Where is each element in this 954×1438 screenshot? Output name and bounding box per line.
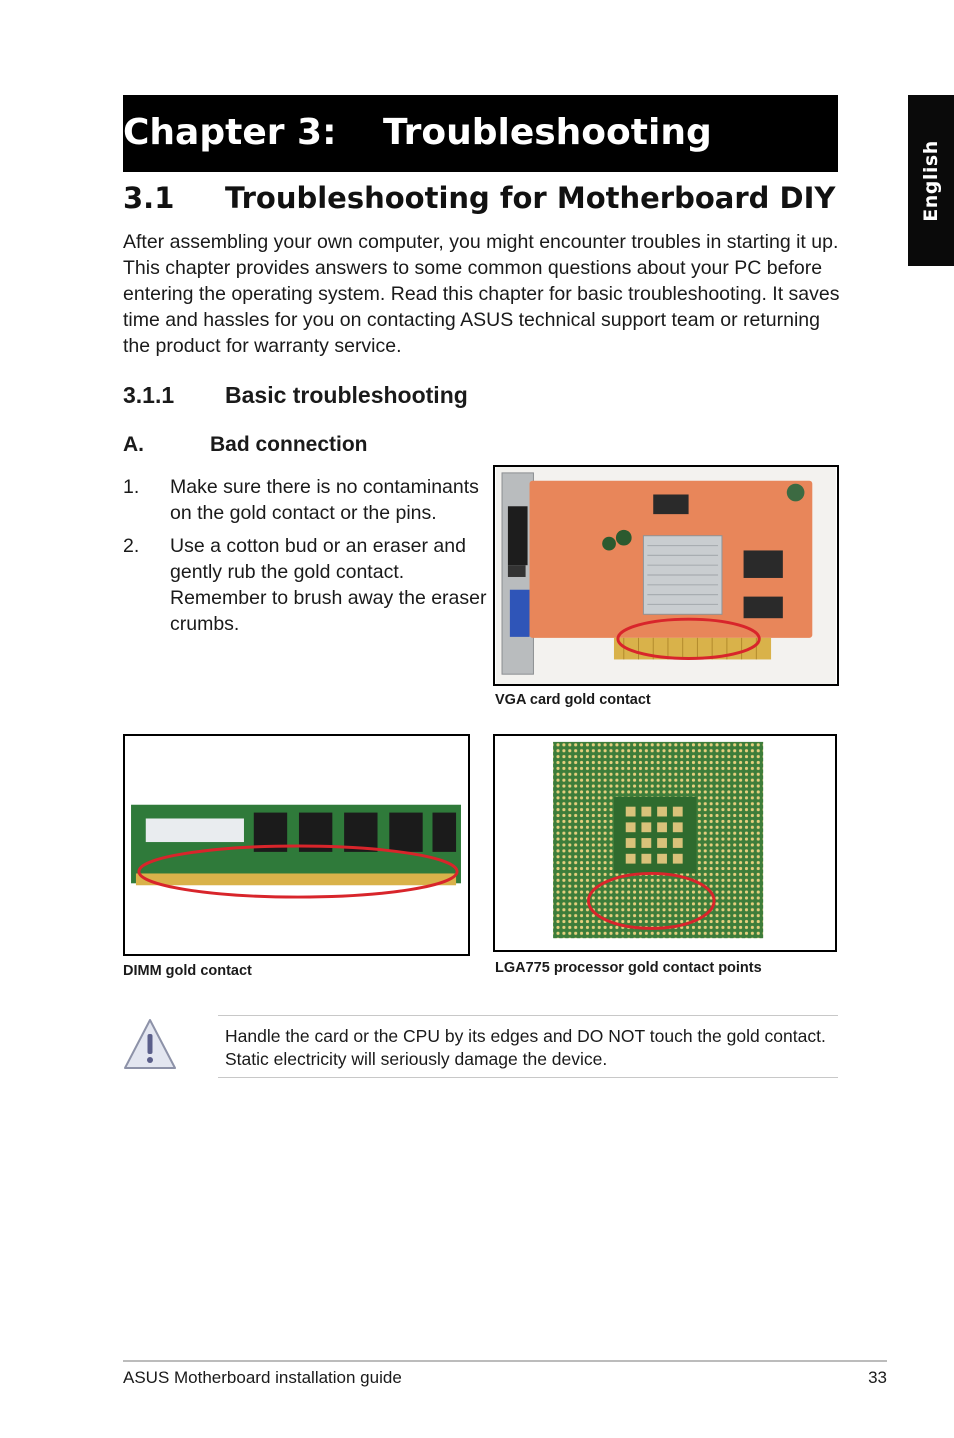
cpu-photo	[493, 734, 837, 952]
subsection-number: 3.1.1	[123, 382, 175, 408]
dimm-photo	[123, 734, 470, 956]
dimm-illustration	[125, 736, 468, 954]
dimm-caption: DIMM gold contact	[123, 963, 252, 979]
step-text: Make sure there is no contaminants on the gold contact or the pins.	[170, 476, 479, 524]
list-item	[123, 474, 493, 526]
step-number: 2.	[123, 535, 140, 557]
steps-list	[123, 474, 493, 644]
step-text: Use a cotton bud or an eraser and gently rub the gold contact. Remember to brush away the eraser crumbs.	[170, 535, 487, 635]
vga-card-photo	[493, 465, 839, 686]
caution-notice: Handle the card or the CPU by its edges and DO NOT touch the gold contact. Static electricity will seriously damage the device.	[218, 1015, 838, 1078]
warning-icon	[123, 1017, 177, 1071]
subsubsection-letter: A.	[123, 433, 144, 456]
chapter-label: Chapter 3:	[123, 112, 337, 153]
language-tab-label: English	[920, 139, 942, 222]
list-item	[123, 533, 493, 637]
cpu-illustration	[495, 736, 835, 950]
subsubsection-title: Bad connection	[210, 433, 368, 456]
intro-paragraph: After assembling your own computer, you might encounter troubles in starting it up. This chapter provides answers to some common questions about your PC before entering the operating system. Read this chapter for basic troubleshooting. It saves time and hassles for you on contacting ASUS technical support team or returning the product for warranty service.	[123, 231, 840, 357]
section-number: 3.1	[123, 181, 175, 215]
page-number: 33	[868, 1368, 887, 1387]
step-number: 1.	[123, 476, 140, 498]
vga-caption: VGA card gold contact	[495, 692, 651, 708]
language-side-tab	[908, 95, 954, 266]
chapter-header-bar	[123, 95, 838, 172]
chapter-title: Troubleshooting	[383, 112, 712, 153]
subsection-title: Basic troubleshooting	[225, 382, 468, 408]
footer-divider	[123, 1360, 887, 1362]
cpu-caption: LGA775 processor gold contact points	[495, 960, 762, 976]
section-title: Troubleshooting for Motherboard DIY	[225, 181, 836, 215]
vga-card-illustration	[495, 467, 837, 684]
footer-guide-title: ASUS Motherboard installation guide	[123, 1368, 402, 1387]
